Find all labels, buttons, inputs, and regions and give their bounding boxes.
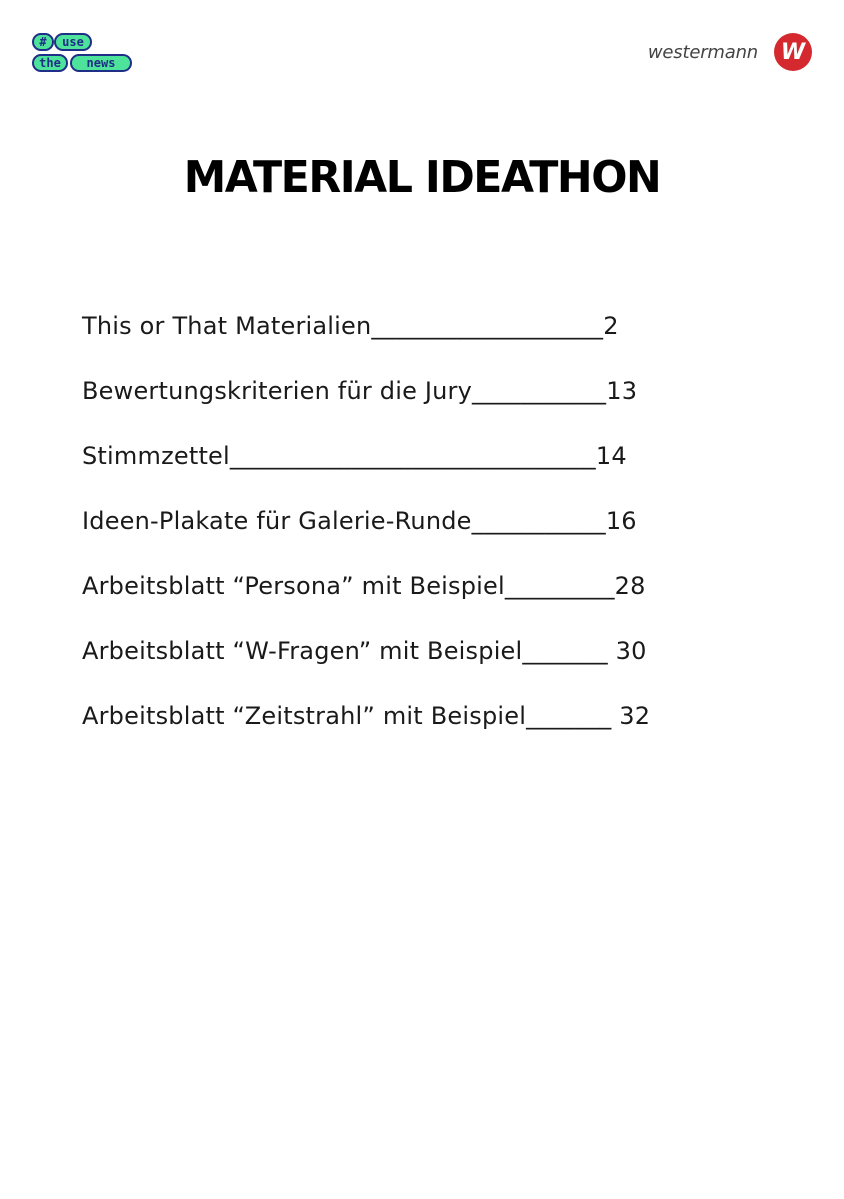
table-of-contents bbox=[82, 307, 762, 762]
westermann-logo bbox=[648, 33, 812, 71]
toc-entry: Stimmzettel______________________________14 bbox=[82, 442, 627, 470]
toc-entry: Bewertungskriterien für die Jury___________13 bbox=[82, 377, 638, 405]
logo-hash: # bbox=[32, 33, 54, 51]
toc-entry: Arbeitsblatt “Persona” mit Beispiel_________28 bbox=[82, 572, 646, 600]
page-title: MATERIAL IDEATHON bbox=[183, 152, 661, 203]
toc-entry: This or That Materialien___________________2 bbox=[82, 312, 619, 340]
logo-news: news bbox=[70, 54, 132, 72]
toc-entry: Arbeitsblatt “W-Fragen” mit Beispiel_______ 30 bbox=[82, 637, 647, 665]
logo-the: the bbox=[32, 54, 68, 72]
westermann-wordmark: westermann bbox=[647, 41, 758, 63]
toc-entry: Arbeitsblatt “Zeitstrahl” mit Beispiel_______ 32 bbox=[82, 702, 651, 730]
westermann-badge-icon: W bbox=[774, 33, 812, 71]
toc-entry: Ideen-Plakate für Galerie-Runde___________16 bbox=[82, 507, 637, 535]
logo-use: use bbox=[54, 33, 92, 51]
use-the-news-logo bbox=[32, 33, 132, 75]
